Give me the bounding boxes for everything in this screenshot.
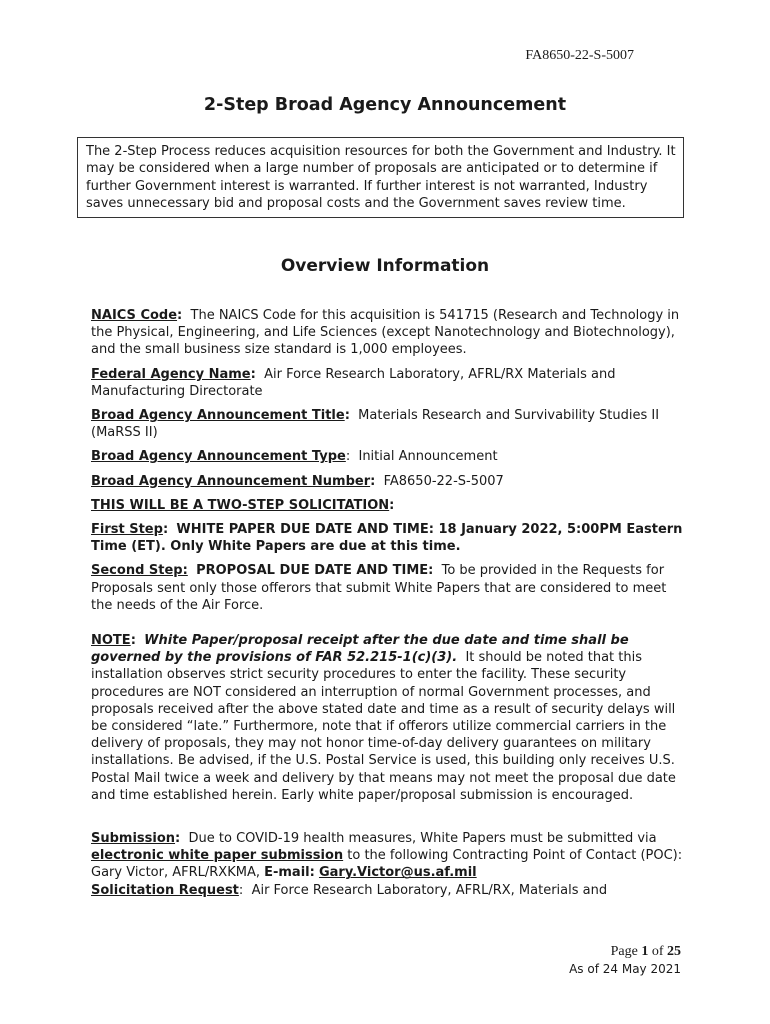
- naics-text: The NAICS Code for this acquisition is 541715 (Research and Technology in the Physical, Engineering, and Life Sciences (except Nanotechnology and Biotechnology), and the small business size standard is 1,000 employees.: [91, 308, 680, 358]
- electronic-submission-link[interactable]: electronic white paper submission: [91, 848, 344, 864]
- note-text: It should be noted that this installation observes strict security procedures to enter the facility. These security procedures are NOT considered an interruption of normal Government processes, and proposals received after the above stated date and time as a result of security delays will be considered “late.” Furthermore, note that if offerors utilize commercial carriers in the delivery of proposals, they may not honor time-of-day delivery guarantees on military installations. Be advised, if the U.S. Postal Service is used, this building only receives U.S. Postal Mail twice a week and delivery by that means may not meet the proposal due date and time established herein. Early white paper/proposal submission is encouraged.: [91, 650, 676, 803]
- agency-text: Air Force Research Laboratory, AFRL/RX Materials and Manufacturing Directorate: [91, 366, 616, 399]
- second-step-bold: PROPOSAL DUE DATE AND TIME:: [196, 563, 434, 579]
- second-step-label: Second Step:: [91, 563, 188, 579]
- page-footer: [569, 943, 681, 977]
- baa-number-text: FA8650-22-S-5007: [383, 473, 504, 489]
- naics-paragraph: NAICS Code: The NAICS Code for this acquisition is 541715 (Research and Technology in the Physical, Engineering, and Life Sciences (except Nanotechnology and Biotechnology), and the small business size standard is 1,000 employees.: [91, 308, 680, 358]
- two-step-paragraph: THIS WILL BE A TWO-STEP SOLICITATION:: [91, 497, 395, 513]
- solicitation-number-header: FA8650-22-S-5007: [525, 48, 634, 63]
- second-step-paragraph: [91, 562, 691, 614]
- submission-label: Submission: [91, 831, 176, 847]
- first-step-text: WHITE PAPER DUE DATE AND TIME: 18 January 2022, 5:00PM Eastern Time (ET). Only White Papers are due at this time.: [91, 522, 683, 555]
- baa-number-label: Broad Agency Announcement Number: [91, 473, 371, 489]
- submission-text-2: to the following Contracting Point of Contact (POC): Gary Victor, AFRL/RXKMA,: [91, 848, 683, 881]
- document-title: 2-Step Broad Agency Announcement: [203, 95, 567, 115]
- poc-email-link[interactable]: Gary.Victor@us.af.mil: [318, 865, 477, 881]
- baa-number-paragraph: Broad Agency Announcement Number: FA8650-22-S-5007: [91, 473, 504, 489]
- baa-title-paragraph: Broad Agency Announcement Title: Materials Research and Survivability Studies II (MaRSS II): [91, 408, 660, 441]
- page-number: Page 1 of 25: [610, 944, 681, 959]
- note-label: NOTE: [91, 633, 131, 649]
- submission-paragraph: Submission: Due to COVID-19 health measures, White Papers must be submitted via electronic white paper submission to the following Contracting Point of Contact (POC): Gary Victor, AFRL/RXKMA, E-mail: Gary.Victor@us.af.mil Solicitation Request: Air Force Research Laboratory, AFRL/RX, Materials and: [91, 831, 683, 898]
- submission-text-1: Due to COVID-19 health measures, White Papers must be submitted via: [188, 831, 657, 847]
- email-label: E-mail:: [264, 865, 315, 881]
- intro-box: The 2-Step Process reduces acquisition resources for both the Government and Industry. It may be considered when a large number of proposals are anticipated or to determine if further Government interest is warranted. If further interest is not warranted, Industry saves unnecessary bid and proposal costs and the Government saves review time.: [77, 137, 684, 218]
- baa-title-label: Broad Agency Announcement Title: [91, 408, 345, 424]
- naics-label: NAICS Code: [91, 308, 178, 323]
- solicitation-request-text: Air Force Research Laboratory, AFRL/RX, Materials and: [251, 882, 608, 898]
- first-step-paragraph: First Step: WHITE PAPER DUE DATE AND TIME: 18 January 2022, 5:00PM Eastern Time (ET). Only White Papers are due at this time.: [91, 522, 683, 555]
- baa-type-label: Broad Agency Announcement Type: [91, 449, 346, 465]
- overview-heading: Overview Information: [280, 256, 490, 276]
- agency-label: Federal Agency Name: [91, 366, 251, 382]
- first-step-label: First Step: [91, 522, 163, 538]
- baa-type-paragraph: Broad Agency Announcement Type: Initial Announcement: [91, 449, 498, 465]
- baa-type-text: Initial Announcement: [358, 449, 498, 465]
- note-emphasis: White Paper/proposal receipt after the due date and time shall be governed by the provisions of FAR 52.215-1(c)(3).: [91, 633, 629, 666]
- solicitation-request-label: Solicitation Request: [91, 882, 239, 898]
- revision-date: As of 24 May 2021: [569, 962, 681, 976]
- agency-paragraph: Federal Agency Name: Air Force Research Laboratory, AFRL/RX Materials and Manufacturing Directorate: [91, 366, 616, 399]
- baa-title-text: Materials Research and Survivability Studies II (MaRSS II): [91, 408, 660, 441]
- two-step-label: THIS WILL BE A TWO-STEP SOLICITATION: [91, 497, 390, 513]
- document-body: [91, 307, 691, 899]
- second-step-text: To be provided in the Requests for Proposals sent only those offerors that submit White Papers that are considered to meet the needs of the Air Force.: [91, 563, 667, 613]
- note-paragraph: NOTE: White Paper/proposal receipt after the due date and time shall be governed by the provisions of FAR 52.215-1(c)(3). It should be noted that this installation observes strict security procedures to enter the facility. These security procedures are NOT considered an interruption of normal Government processes, and proposals received after the above stated date and time as a result of security delays will be considered “late.” Furthermore, note that if offerors utilize commercial carriers in the delivery of proposals, they may not honor time-of-day delivery guarantees on military installations. Be advised, if the U.S. Postal Service is used, this building only receives U.S. Postal Mail twice a week and delivery by that means may not meet the proposal due date and time established herein. Early white paper/proposal submission is encouraged.: [91, 633, 676, 803]
